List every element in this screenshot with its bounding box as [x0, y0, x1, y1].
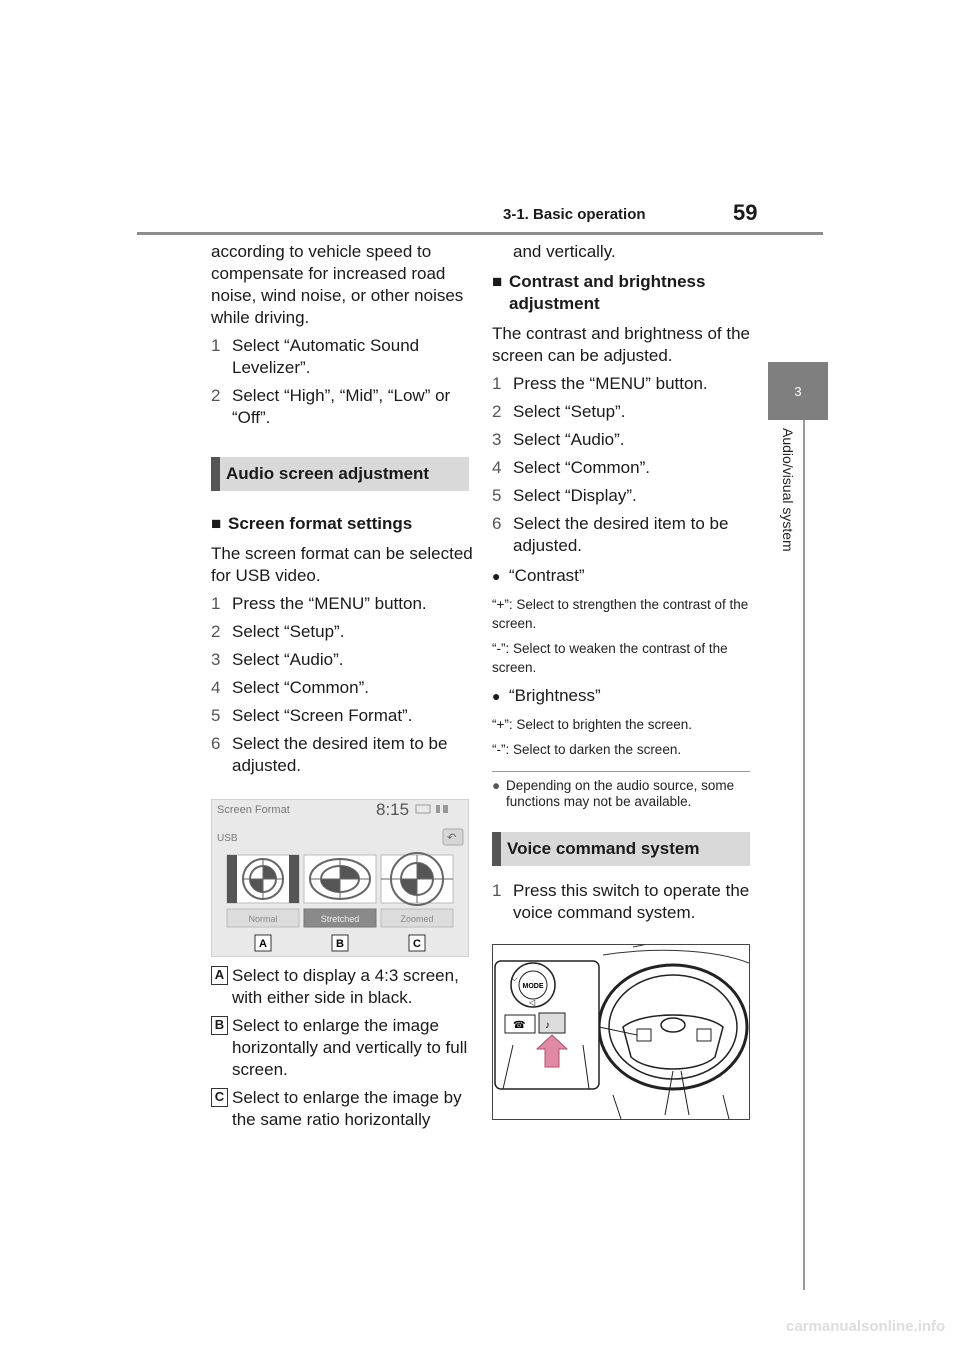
- step-item: [492, 485, 754, 507]
- step-number: 6: [492, 514, 502, 533]
- volume-icon: ◁: [529, 998, 536, 1007]
- brightness-plus-text: “+”: Select to brighten the screen.: [492, 717, 692, 732]
- steering-hub: [623, 1015, 723, 1069]
- volume-up-icon: ⌵: [511, 973, 518, 983]
- step-text: Select “Screen Format”.: [232, 706, 413, 725]
- brightness-title: “Brightness”: [509, 686, 601, 705]
- phone-icon: ☎: [513, 1020, 526, 1031]
- normal-button-label: Normal: [248, 914, 278, 924]
- step-text: Select “Common”.: [513, 458, 650, 477]
- step-text: Select “Setup”.: [513, 402, 626, 421]
- stretched-button-label: Stretched: [320, 914, 360, 924]
- step-number: 2: [492, 402, 502, 421]
- callout-b-label: B: [336, 938, 344, 950]
- step-text: Press the “MENU” button.: [232, 594, 427, 613]
- note-divider: [492, 771, 750, 772]
- step-item: [492, 429, 754, 451]
- screen-format-figure: [211, 799, 469, 957]
- note-dot-icon: ●: [492, 778, 501, 793]
- chapter-tab: 3: [768, 362, 828, 420]
- step-item: [211, 621, 473, 643]
- step-number: 2: [211, 386, 221, 405]
- labeled-item: [211, 1015, 473, 1081]
- step-text: Select “Audio”.: [232, 650, 344, 669]
- subheading-text: Screen format settings: [228, 514, 413, 533]
- step-text: Select “High”, “Mid”, “Low” or “Off”.: [232, 386, 451, 427]
- step-text: Select “Audio”.: [513, 430, 625, 449]
- screen-title: Screen Format: [217, 804, 290, 816]
- step-number: 3: [211, 650, 221, 669]
- header-rule: [137, 232, 823, 235]
- labeled-text: Select to enlarge the image by the same ratio horizontally: [232, 1088, 462, 1129]
- callout-a-label: A: [259, 938, 267, 950]
- paragraph: The contrast and brightness of the screen can be adjusted.: [492, 324, 750, 365]
- step-item: [211, 677, 473, 699]
- brightness-minus-text: “-”: Select to darken the screen.: [492, 742, 682, 757]
- step-item: [492, 373, 754, 395]
- label-box: A: [211, 966, 228, 985]
- subheading-text: Contrast and brightness adjustment: [509, 272, 706, 313]
- side-divider: [803, 420, 805, 1290]
- labeled-text: Select to display a 4:3 screen, with either side in black.: [232, 966, 459, 1007]
- screen-clock: 8:15: [376, 800, 410, 819]
- step-number: 1: [211, 336, 221, 355]
- step-number: 4: [492, 458, 502, 477]
- step-number: 6: [211, 734, 221, 753]
- intro-text: according to vehicle speed to compensate for increased road noise, wind noise, or other noises while driving.: [211, 242, 464, 327]
- step-number: 1: [492, 881, 502, 900]
- voice-switch-figure: [492, 944, 750, 1120]
- watermark: carmanualsonline.info: [786, 1318, 946, 1335]
- step-text: Select “Automatic Sound Levelizer”.: [232, 336, 420, 377]
- step-item: [211, 649, 473, 671]
- continued-text: and vertically.: [513, 242, 616, 261]
- chapter-label: Audio/visual system: [780, 428, 796, 552]
- contrast-title: “Contrast”: [509, 566, 585, 585]
- step-text: Select the desired item to be adjusted.: [232, 734, 448, 775]
- step-text: Select “Setup”.: [232, 622, 345, 641]
- callout-c-label: C: [413, 938, 421, 950]
- step-item: [211, 385, 473, 429]
- step-item: [211, 705, 473, 727]
- voice-command-switch[interactable]: [539, 1013, 565, 1033]
- voice-icon: ♪: [545, 1020, 550, 1031]
- step-number: 5: [211, 706, 221, 725]
- contrast-bullet: [492, 565, 754, 587]
- step-text: Select “Display”.: [513, 486, 637, 505]
- battery-icon: [443, 805, 448, 813]
- subheading: [211, 513, 473, 535]
- section-title: 3-1. Basic operation: [503, 206, 646, 223]
- step-number: 5: [492, 486, 502, 505]
- step-number: 4: [211, 678, 221, 697]
- mode-label: MODE: [522, 983, 544, 990]
- step-item: [492, 513, 754, 557]
- step-number: 1: [211, 594, 221, 613]
- bullet-dot-icon: ●: [492, 688, 501, 704]
- back-arrow-icon: ↶: [447, 832, 457, 844]
- label-box: C: [211, 1088, 228, 1107]
- screen-format-illustration: [211, 799, 469, 957]
- note-text: Depending on the audio source, some functions may not be available.: [506, 778, 735, 809]
- steering-wheel-illustration: [493, 945, 749, 1119]
- note: [492, 778, 754, 810]
- zoomed-preview: [381, 853, 453, 905]
- step-item: [492, 401, 754, 423]
- labeled-item: [211, 965, 473, 1009]
- source-label: USB: [217, 833, 238, 844]
- stretched-preview: [304, 855, 376, 903]
- labeled-text: Select to enlarge the image horizontally and vertically to full screen.: [232, 1016, 468, 1079]
- zoomed-button-label: Zoomed: [400, 914, 434, 924]
- square-bullet-icon: ■: [492, 272, 503, 291]
- step-text: Press the “MENU” button.: [513, 374, 708, 393]
- labeled-item: [211, 1087, 473, 1131]
- step-item: [492, 457, 754, 479]
- step-text: Select the desired item to be adjusted.: [513, 514, 729, 555]
- paragraph: The screen format can be selected for USB video.: [211, 544, 473, 585]
- left-column: [211, 241, 473, 1137]
- step-item: [211, 733, 473, 777]
- step-number: 1: [492, 374, 502, 393]
- contrast-plus-text: “+”: Select to strengthen the contrast of the screen.: [492, 597, 749, 631]
- signal-icon: [436, 805, 440, 813]
- contrast-minus-text: “-”: Select to weaken the contrast of the screen.: [492, 641, 728, 675]
- step-number: 3: [492, 430, 502, 449]
- normal-preview: [227, 855, 299, 903]
- right-column: [492, 241, 754, 1120]
- step-text: Select “Common”.: [232, 678, 369, 697]
- voice-switch-small: [637, 1029, 651, 1041]
- section-heading: Voice command system: [492, 832, 750, 866]
- step-item: [211, 593, 473, 615]
- step-text: Press this switch to operate the voice command system.: [513, 881, 750, 922]
- subheading: [492, 271, 754, 315]
- square-bullet-icon: ■: [211, 514, 222, 533]
- brightness-bullet: [492, 685, 754, 707]
- step-item: [211, 335, 473, 379]
- label-box: B: [211, 1016, 228, 1035]
- page-number: 59: [733, 200, 758, 225]
- bullet-dot-icon: ●: [492, 568, 501, 584]
- step-number: 2: [211, 622, 221, 641]
- section-heading: Audio screen adjustment: [211, 457, 469, 491]
- step-item: [492, 880, 754, 924]
